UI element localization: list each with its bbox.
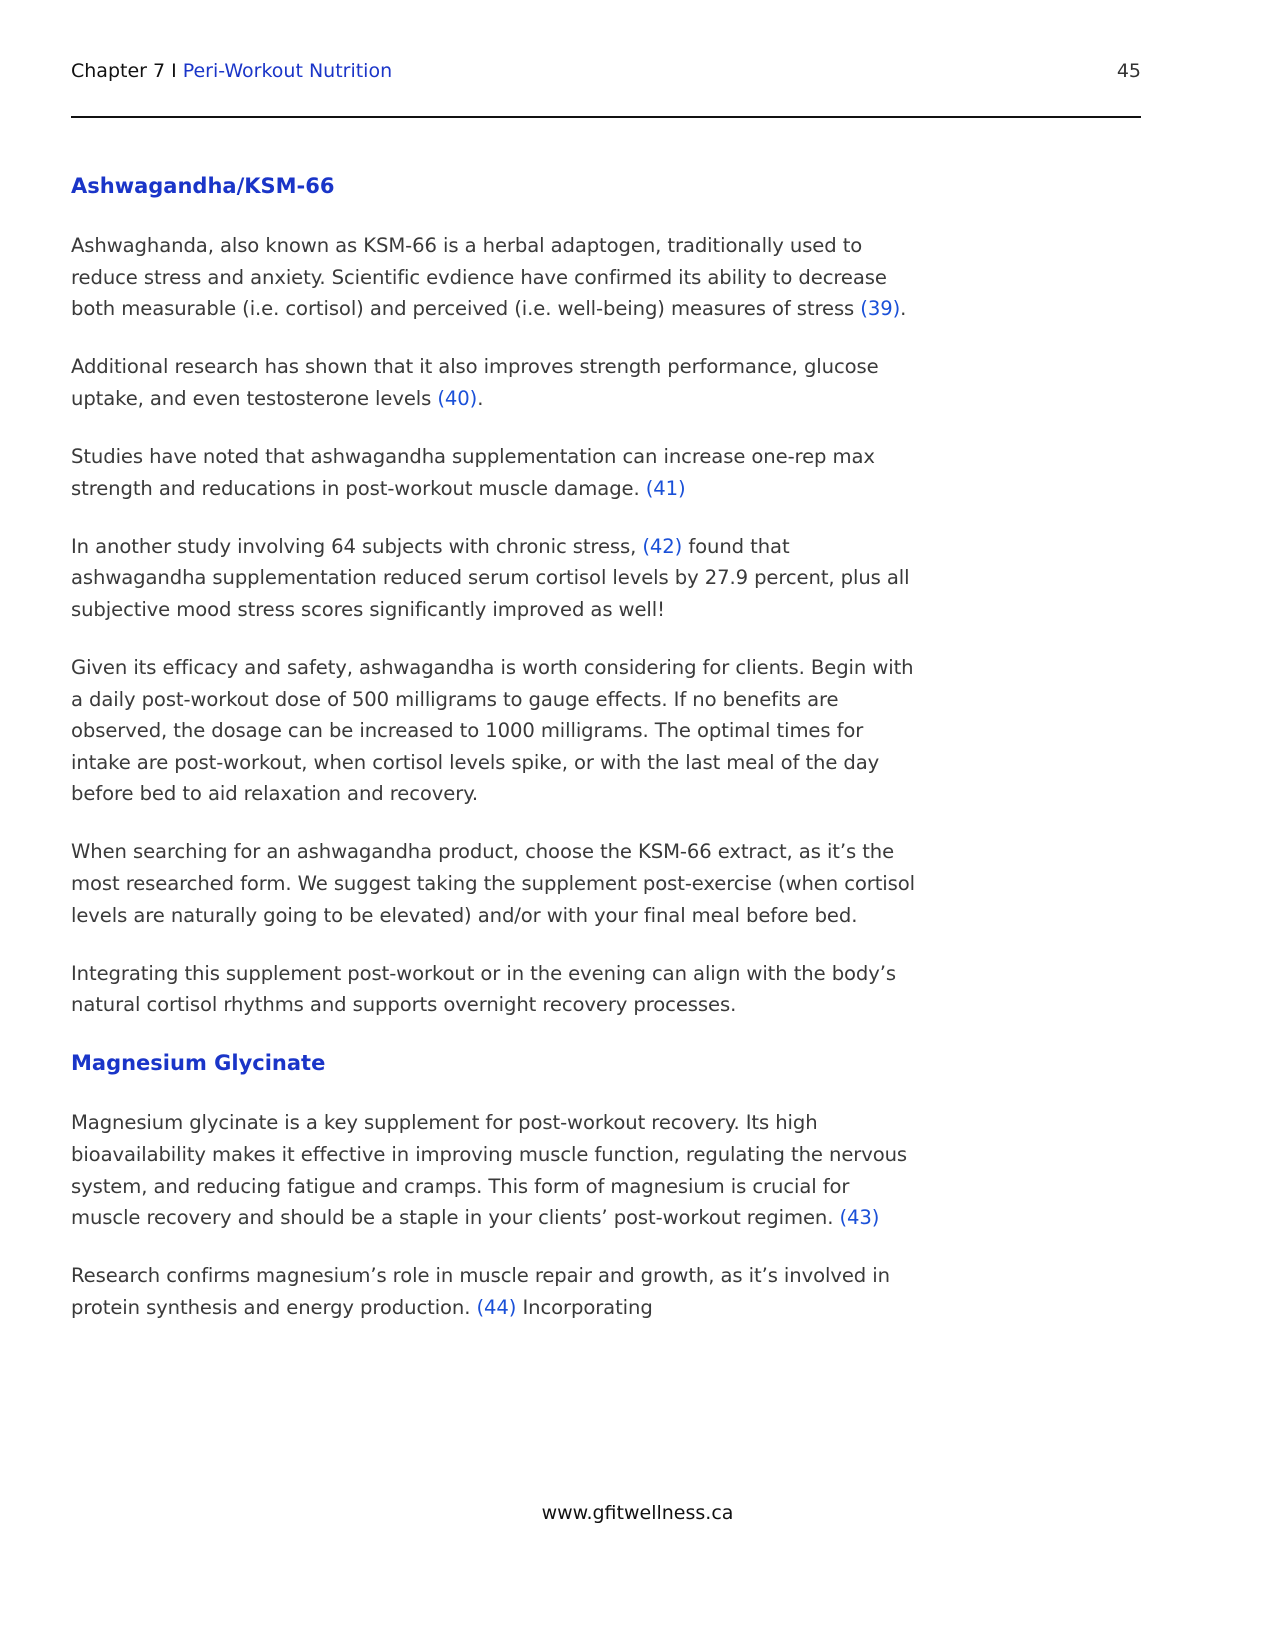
paragraph-text: When searching for an ashwagandha product, choose the KSM-66 extract, as it’s the most researched form. We suggest taking the supplement post-exercise (when cortisol levels are naturally going to be elevated) and/or with your final meal before bed. bbox=[71, 840, 915, 927]
paragraph-text: Additional research has shown that it also improves strength performance, glucose uptake, and even testosterone levels bbox=[71, 355, 879, 410]
paragraph-text: Studies have noted that ashwagandha supplementation can increase one-rep max strength and reducations in post-workout muscle damage. bbox=[71, 444, 875, 500]
citation-link[interactable]: (39) bbox=[860, 297, 901, 321]
citation-link[interactable]: (44) bbox=[476, 1295, 517, 1319]
header-divider bbox=[71, 116, 1141, 118]
paragraph bbox=[71, 1107, 921, 1233]
page-header bbox=[71, 60, 1141, 86]
paragraph bbox=[71, 1260, 921, 1323]
paragraph-text: . bbox=[900, 297, 907, 321]
citation-link[interactable]: (43) bbox=[839, 1206, 880, 1230]
paragraph-text: Incorporating bbox=[516, 1295, 653, 1319]
section-heading: Ashwagandha/KSM-66 bbox=[71, 174, 335, 198]
paragraph-text: Ashwaghanda, also known as KSM-66 is a herbal adaptogen, traditionally used to reduce stress and anxiety. Scientific evdience have confirmed its ability to decrease both measurable (i.e. cortisol) and perceived (i.e. well-being) measures of stress bbox=[71, 234, 887, 321]
paragraph-text: In another study involving 64 subjects with chronic stress, bbox=[71, 534, 643, 558]
paragraph bbox=[71, 531, 921, 626]
citation-link[interactable]: (41) bbox=[645, 476, 686, 500]
paragraph-text: Research confirms magnesium’s role in muscle repair and growth, as it’s involved in protein synthesis and energy production. bbox=[71, 1264, 890, 1319]
citation-link[interactable]: (40) bbox=[437, 386, 478, 410]
section-title: Peri-Workout Nutrition bbox=[182, 60, 393, 82]
paragraph-text: Magnesium glycinate is a key supplement for post-workout recovery. Its high bioavailability makes it effective in improving muscle function, regulating the nervous system, and reducing fatigue and cramps. This form of magnesium is crucial for muscle recovery and should be a staple in your clients’ post-workout regimen. bbox=[71, 1111, 908, 1230]
chapter-label: Chapter 7 bbox=[71, 60, 166, 82]
paragraph bbox=[71, 230, 921, 325]
citation-link[interactable]: (42) bbox=[642, 534, 683, 558]
paragraph bbox=[71, 958, 921, 1021]
section-heading: Magnesium Glycinate bbox=[71, 1051, 326, 1076]
header-separator: I bbox=[171, 60, 177, 82]
paragraph bbox=[71, 351, 921, 414]
paragraph-text: Given its efficacy and safety, ashwagandha is worth considering for clients. Begin with a daily post-workout dose of 500 milligrams to gauge effects. If no benefits are observed, the dosage can be increased to 1000 milligrams. The optimal times for intake are post-workout, when cortisol levels spike, or with the last meal of the day before bed to aid relaxation and recovery. bbox=[71, 655, 914, 806]
paragraph bbox=[71, 836, 921, 931]
paragraph bbox=[71, 652, 921, 810]
paragraph-text: Integrating this supplement post-workout or in the evening can align with the body’s natural cortisol rhythms and supports overnight recovery processes. bbox=[71, 961, 896, 1017]
page-number: 45 bbox=[1116, 60, 1141, 82]
paragraph-text: found that ashwagandha supplementation reduced serum cortisol levels by 27.9 percent, plus all subjective mood stress scores significantly improved as well! bbox=[71, 534, 910, 621]
footer-url: www.gfitwellness.ca bbox=[541, 1502, 734, 1524]
paragraph bbox=[71, 441, 921, 504]
paragraph-text: . bbox=[477, 386, 484, 410]
page-body bbox=[71, 170, 921, 1350]
